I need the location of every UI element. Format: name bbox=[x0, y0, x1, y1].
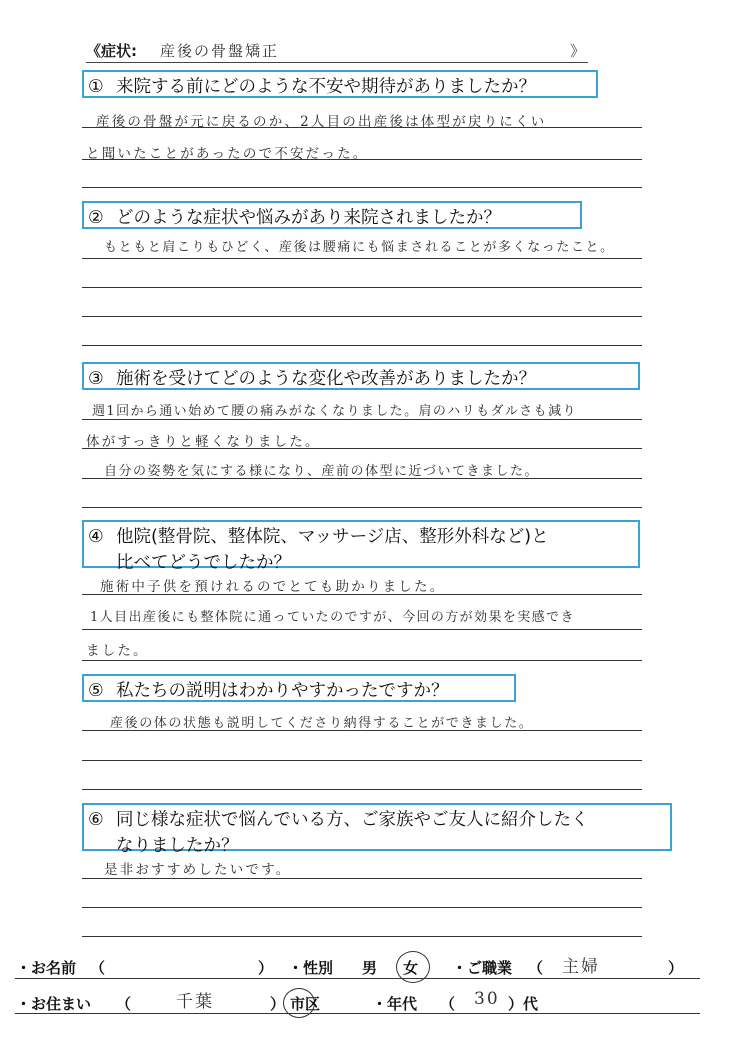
question-6-number: ⑥ bbox=[88, 810, 104, 830]
answer-rule bbox=[82, 629, 642, 630]
address-open-paren: （ bbox=[116, 995, 132, 1013]
job-open-paren: （ bbox=[528, 959, 544, 977]
answer-rule bbox=[82, 507, 642, 508]
age-label: ・年代 bbox=[372, 995, 418, 1013]
answer-3-line-1: 週1回から通い始めて腰の痛みがなくなりました。肩のハリもダルさも減り bbox=[92, 404, 577, 419]
address-value: 千葉 bbox=[176, 992, 214, 1012]
symptom-value: 産後の骨盤矯正 bbox=[160, 42, 280, 60]
age-open-paren: （ bbox=[440, 995, 456, 1013]
answer-1-line-1: 産後の骨盤が元に戻るのか、2人目の出産後は体型が戻りにくい bbox=[96, 114, 547, 130]
question-2-box bbox=[82, 201, 582, 229]
symptom-underline bbox=[86, 62, 588, 63]
age-value: 30 bbox=[474, 989, 500, 1009]
address-label: ・お住まい bbox=[16, 995, 92, 1013]
question-6-text: 同じ様な症状で悩んでいる方、ご家族やご友人に紹介したく bbox=[116, 810, 589, 830]
answer-rule bbox=[82, 878, 642, 879]
answer-2-line-1: もともと肩こりもひどく、産後は腰痛にも悩まされることが多くなったこと。 bbox=[104, 240, 615, 255]
answer-rule bbox=[82, 478, 642, 479]
answer-rule bbox=[82, 187, 642, 188]
question-4-text-line-2: 比べてどうでしたか？ bbox=[116, 553, 291, 573]
name-label: ・お名前 bbox=[16, 959, 77, 977]
answer-rule bbox=[82, 316, 642, 317]
answer-1-line-2: と聞いたことがあったので不安だった。 bbox=[86, 146, 369, 162]
footer-rule bbox=[15, 978, 700, 979]
name-open-paren: （ bbox=[90, 959, 106, 977]
question-5-text: 私たちの説明はわかりやすかったですか？ bbox=[116, 681, 449, 701]
job-close-paren: ） bbox=[668, 959, 684, 977]
question-5-number: ⑤ bbox=[88, 681, 104, 701]
answer-3-line-3: 自分の姿勢を気にする様になり、産前の体型に近づいてきました。 bbox=[104, 464, 540, 479]
question-2-text: どのような症状や悩みがあり来院されましたか？ bbox=[116, 208, 501, 228]
answer-rule bbox=[82, 760, 642, 761]
question-3-text: 施術を受けてどのような変化や改善がありましたか？ bbox=[116, 369, 536, 389]
symptom-close-bracket: 》 bbox=[570, 42, 586, 60]
job-value: 主婦 bbox=[562, 957, 600, 977]
answer-rule bbox=[82, 594, 642, 595]
city-suffix: 市区 bbox=[290, 995, 321, 1013]
answer-4-line-1: 施術中子供を預けれるのでとても助かりました。 bbox=[100, 579, 446, 595]
gender-male: 男 bbox=[362, 959, 378, 977]
question-1-box bbox=[82, 70, 598, 98]
question-6-text-line-2: なりましたか？ bbox=[116, 836, 239, 856]
answer-4-line-2: 1人目出産後にも整体院に通っていたのですが、今回の方が効果を実感でき bbox=[90, 610, 575, 625]
question-2-number: ② bbox=[88, 208, 104, 228]
footer-rule bbox=[15, 1013, 700, 1014]
answer-rule bbox=[82, 936, 642, 937]
answer-rule bbox=[82, 345, 642, 346]
answer-rule bbox=[82, 730, 642, 731]
gender-label: ・性別 bbox=[288, 959, 334, 977]
symptom-label: 《症状: bbox=[86, 42, 137, 60]
question-3-number: ③ bbox=[88, 369, 104, 389]
job-label: ・ご職業 bbox=[452, 959, 513, 977]
answer-rule bbox=[82, 127, 642, 128]
question-1-text: 来院する前にどのような不安や期待がありましたか？ bbox=[116, 77, 536, 97]
answer-rule bbox=[82, 287, 642, 288]
age-close-suffix: ）代 bbox=[508, 995, 539, 1013]
answer-rule bbox=[82, 258, 642, 259]
answer-5-line-1: 産後の体の状態も説明してくださり納得することができました。 bbox=[110, 716, 534, 731]
question-4-number: ④ bbox=[88, 527, 104, 547]
answer-rule bbox=[82, 660, 642, 661]
name-close-paren: ） bbox=[258, 959, 274, 977]
gender-female: 女 bbox=[403, 959, 419, 977]
question-4-box bbox=[82, 520, 640, 573]
question-1-number: ① bbox=[88, 77, 104, 97]
answer-rule bbox=[82, 789, 642, 790]
answer-3-line-2: 体がすっきりと軽くなりました。 bbox=[86, 434, 321, 450]
answer-rule bbox=[82, 159, 642, 160]
answer-rule bbox=[82, 448, 642, 449]
answer-rule bbox=[82, 419, 642, 420]
answer-4-line-3: ました。 bbox=[86, 643, 149, 659]
address-close-paren: ） bbox=[270, 995, 286, 1013]
answer-rule bbox=[82, 907, 642, 908]
question-4-text: 他院(整骨院、整体院、マッサージ店、整形外科など)と bbox=[116, 527, 549, 547]
question-3-box bbox=[82, 362, 640, 390]
question-5-box bbox=[82, 674, 516, 702]
question-6-box bbox=[82, 803, 672, 856]
answer-6-line-1: 是非おすすめしたいです。 bbox=[104, 862, 292, 878]
